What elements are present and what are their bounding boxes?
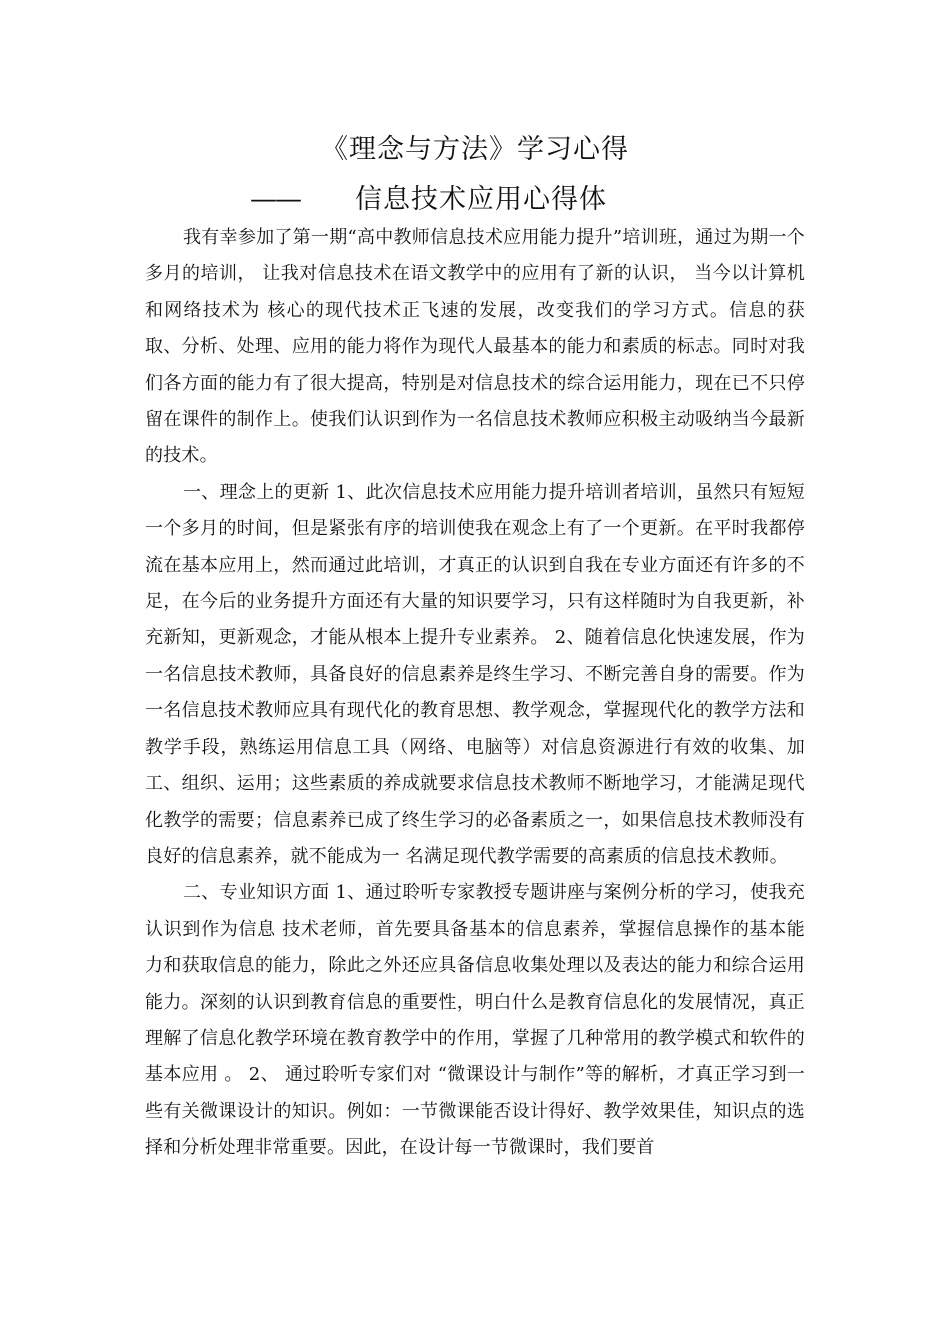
document-body bbox=[145, 220, 805, 1167]
paragraph-intro: 我有幸参加了第一期“高中教师信息技术应用能力提升”培训班，通过为期一个多月的培训， 让我对信息技术在语文教学中的应用有了新的认识， 当今以计算机和网络技术为 核心的现代技术正飞速的发展，改变我们的学习方式。信息的获取、分析、处理、应用的能力将作为现代人最基本的能力和素质的标志。同时对我们各方面的能力有了很大提高，特别是对信息技术的综合运用能力，现在已不只停留在课件的制作上。使我们认识到作为一名信息技术教师应积极主动吸纳当今最新的技术。 bbox=[145, 227, 805, 467]
subtitle-dash: —— bbox=[250, 184, 300, 215]
paragraph-professional-knowledge: 二、专业知识方面 1、通过聆听专家教授专题讲座与案例分析的学习，使我充认识到作为信息 技术老师，首先要具备基本的信息素养，掌握信息操作的基本能力和获取信息的能力，除此之外还应具备信息收集处理以及表达的能力和综合运用能力。深刻的认识到教育信息的重要性，明白什么是教育信息化的发展情况，真正理解了信息化教学环境在教育教学中的作用，掌握了几种常用的教学模式和软件的基本应用 。 2、 通过聆听专家们对 “微课设计与制作”等的解析，才真正学习到一些有关微课设计的知识。例如：一节微课能否设计得好、教学效果佳，知识点的选择和分析处理非常重要。因此，在设计每一节微课时，我们要首 bbox=[145, 882, 805, 1159]
paragraph-concept-update: 一、理念上的更新 1、此次信息技术应用能力提升培训者培训，虽然只有短短一个多月的时间，但是紧张有序的培训使我在观念上有了一个更新。在平时我都停流在基本应用上，然而通过此培训，才真正的认识到自我在专业方面还有许多的不足，在今后的业务提升方面还有大量的知识要学习，只有这样随时为自我更新，补充新知，更新观念，才能从根本上提升专业素养。 2、随着信息化快速发展，作为一名信息技术教师，具备良好的信息素养是终生学习、不断完善自身的需要。作为一名信息技术教师应具有现代化的教育思想、教学观念，掌握现代化的教学方法和 教学手段，熟练运用信息工具（网络、电脑等）对信息资源进行有效的收集、加工、组织、运用；这些素质的养成就要求信息技术教师不断地学习，才能满足现代化教学的需要；信息素养已成了终生学习的必备素质之一，如果信息技术教师没有良好的信息素养，就不能成为一 名满足现代教学需要的高素质的信息技术教师。 bbox=[145, 481, 805, 867]
document-subtitle bbox=[250, 180, 700, 220]
subtitle-text: 信息技术应用心得体 bbox=[355, 184, 607, 215]
document-title: 《理念与方法》学习心得 bbox=[321, 134, 629, 165]
